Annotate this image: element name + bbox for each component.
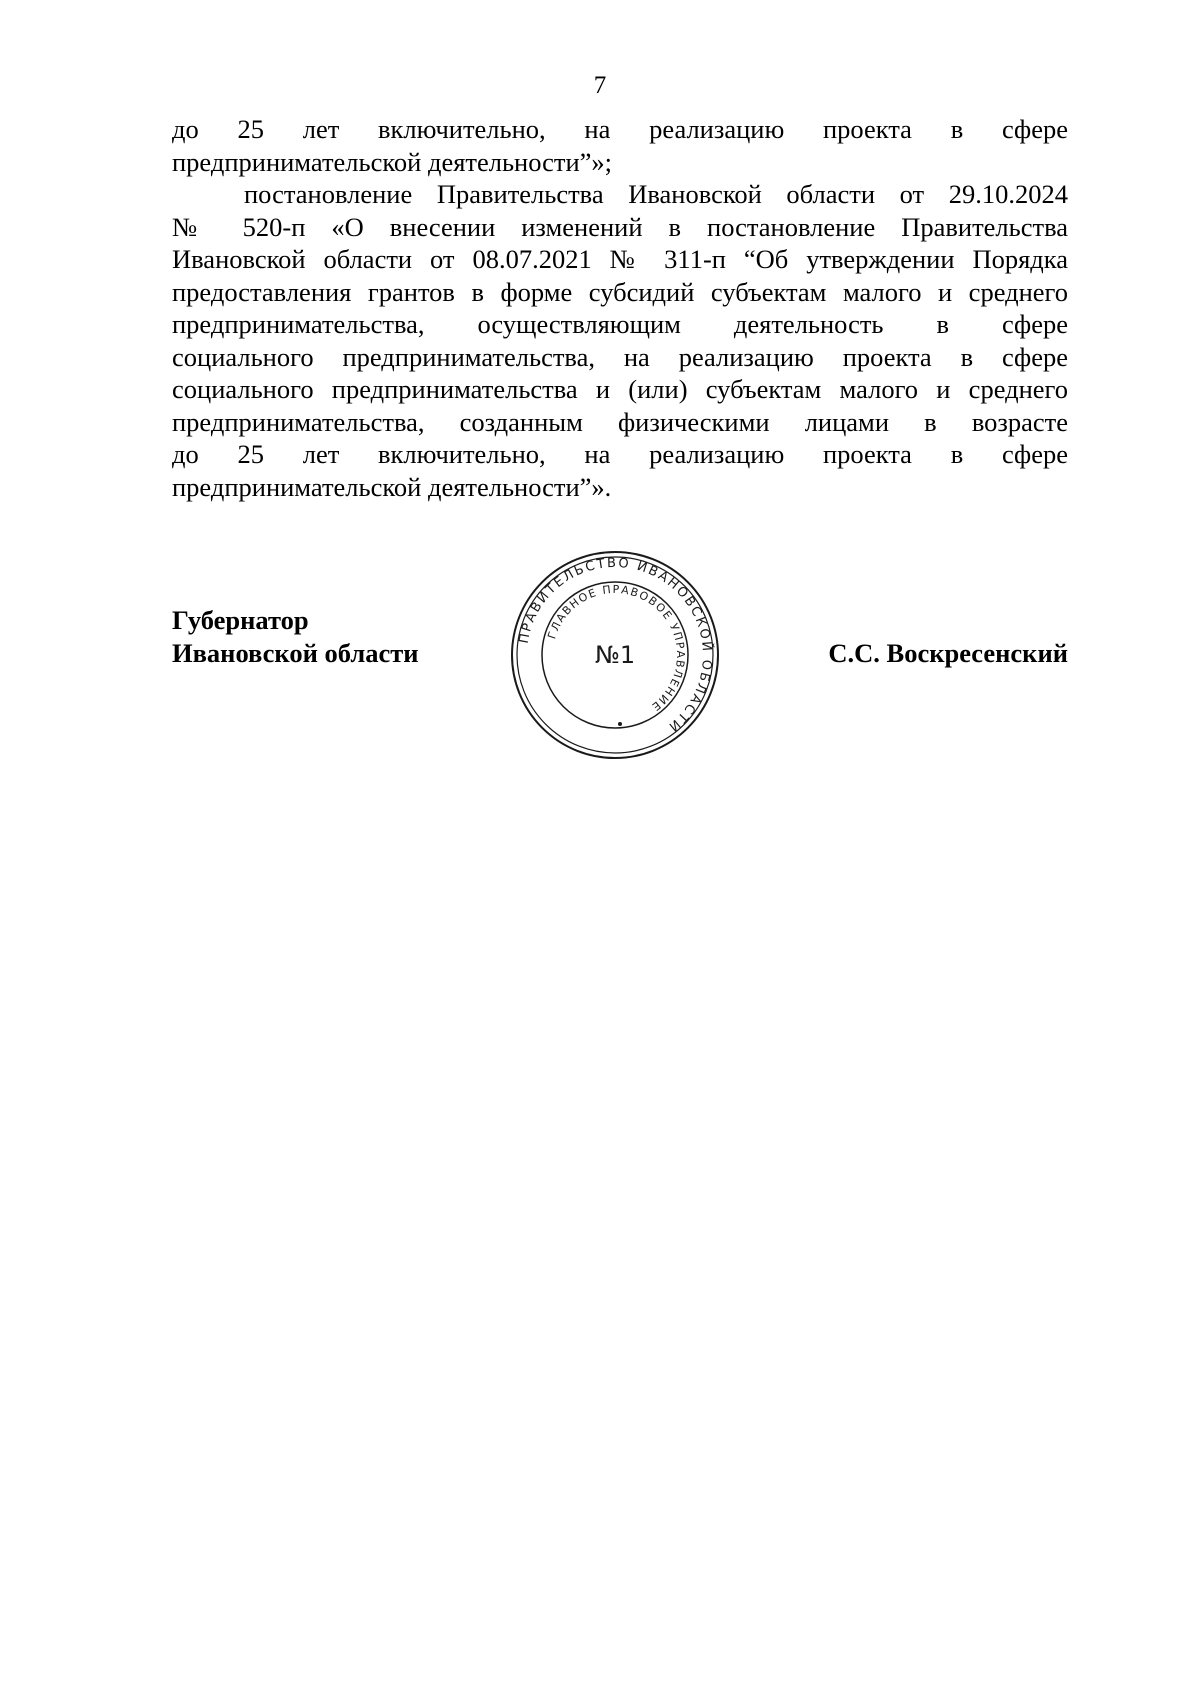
body-line: предпринимательской деятельности”»; — [172, 146, 613, 177]
body-line: до 25 лет включительно, на реализацию проекта в сфере — [172, 439, 1068, 469]
seal-outer-text: ПРАВИТЕЛЬСТВО ИВАНОВСКОЙ ОБЛАСТИ — [516, 555, 715, 735]
body-line: предпринимательства, созданным физическими лицами в возрасте — [172, 406, 1068, 437]
signatory-title — [172, 604, 419, 670]
signatory-title-line: Губернатор — [172, 605, 309, 635]
seal-inner-text: ГЛАВНОЕ ПРАВОВОЕ УПРАВЛЕНИЕ — [545, 582, 688, 714]
seal-center-number: №1 — [594, 641, 636, 669]
body-line: постановление Правительства Ивановской области от 29.10.2024 — [244, 179, 1068, 209]
body-line: до 25 лет включительно, на реализацию проекта в сфере — [172, 114, 1068, 144]
official-seal — [508, 548, 722, 762]
body-line: предпринимательства, осуществляющим деятельность в сфере — [172, 309, 1068, 339]
body-line: предоставления грантов в форме субсидий субъектам малого и среднего — [172, 276, 1068, 307]
page-number: 7 — [593, 72, 607, 99]
signatory-title-line: Ивановской области — [172, 638, 419, 668]
signatory-name: С.С. Воскресенский — [828, 638, 1068, 668]
body-line: Ивановской области от 08.07.2021 № 311-п “Об утверждении Порядка — [172, 244, 1068, 274]
body-line: № 520-п «О внесении изменений в постановление Правительства — [172, 211, 1068, 242]
body-line: социального предпринимательства и (или) субъектам малого и среднего — [172, 374, 1068, 404]
body-line: социального предпринимательства, на реализацию проекта в сфере — [172, 341, 1068, 372]
body-text — [172, 113, 1068, 503]
body-line: предпринимательской деятельности”». — [172, 471, 612, 502]
